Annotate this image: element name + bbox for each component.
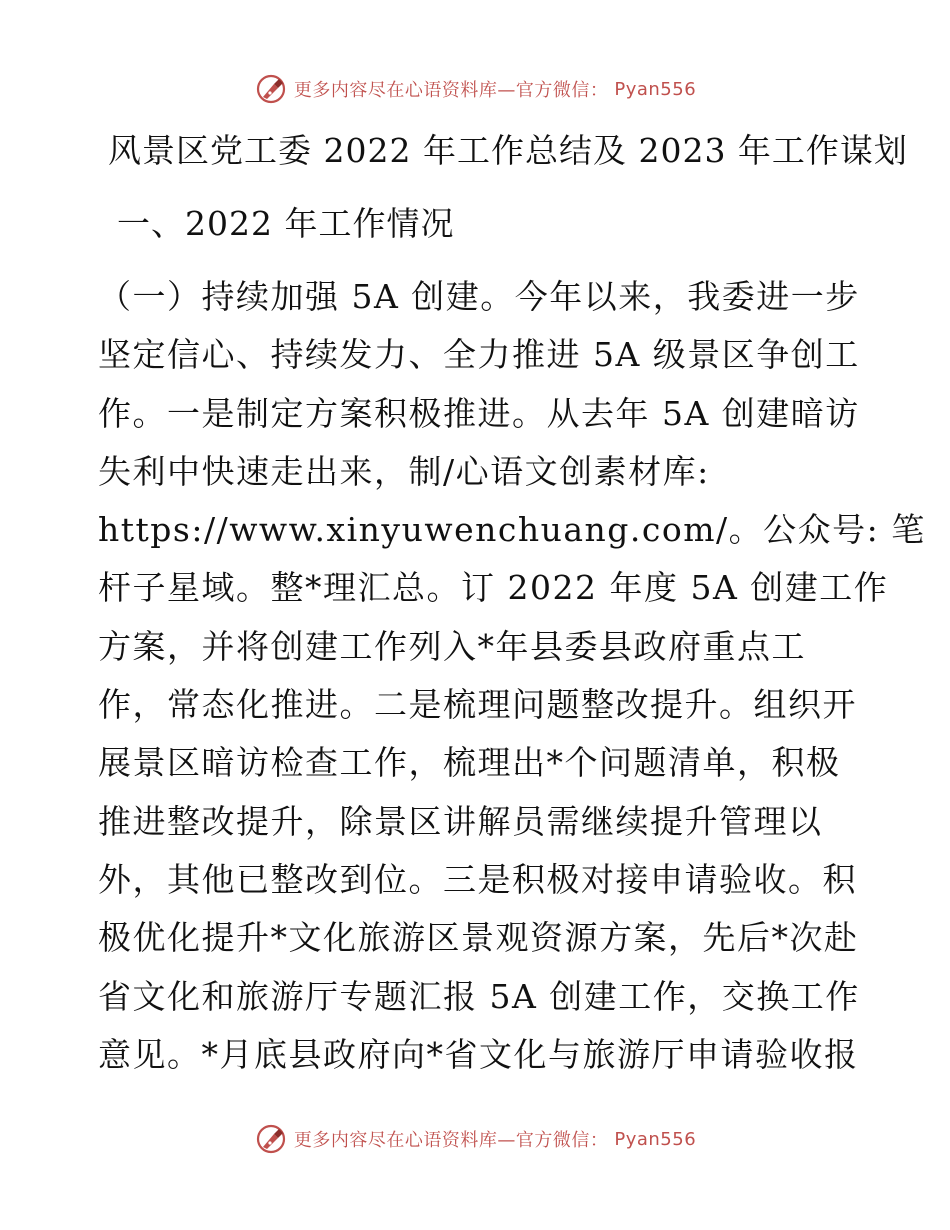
body-line: 外，其他已整改到位。三是积极对接申请验收。积 (98, 859, 857, 899)
header-watermark (0, 72, 950, 106)
body-paragraph (98, 268, 926, 1084)
body-line: 作，常态化推进。二是梳理问题整改提升。组织开 (98, 685, 857, 725)
footer-watermark (0, 1122, 950, 1156)
watermark-text: 更多内容尽在心语资料库—官方微信： (293, 80, 609, 101)
body-line: 省文化和旅游厅专题汇报 5A 创建工作，交换工作 (98, 976, 860, 1016)
section-heading: 一、2022 年工作情况 (117, 204, 455, 243)
watermark-text: 更多内容尽在心语资料库—官方微信： (293, 1130, 609, 1151)
body-line: 极优化提升*文化旅游区景观资源方案，先后*次赴 (98, 918, 859, 958)
body-line: 推进整改提升，除景区讲解员需继续提升管理以 (98, 801, 823, 841)
watermark-account: Pyan556 (614, 1128, 697, 1150)
body-line: 失利中快速走出来，制/心语文创素材库: (98, 451, 710, 491)
body-line: 展景区暗访检查工作，梳理出*个问题清单，积极 (98, 743, 841, 783)
pen-nib-logo-icon (254, 1122, 288, 1156)
body-line: 意见。*月底县政府向*省文化与旅游厅申请验收报 (98, 1034, 859, 1074)
pen-nib-logo-icon (254, 72, 288, 106)
document-title: 风景区党工委 2022 年工作总结及 2023 年工作谋划 (108, 131, 908, 170)
body-line: 作。一是制定方案积极推进。从去年 5A 创建暗访 (98, 393, 860, 433)
body-line: （一）持续加强 5A 创建。今年以来，我委进一步 (98, 277, 860, 316)
body-line: 方案，并将创建工作列入*年县委县政府重点工 (98, 626, 806, 666)
watermark-account: Pyan556 (614, 78, 697, 100)
body-line: https://www.xinyuwenchuang.com/。公众号: 笔 (98, 510, 926, 550)
body-line: 杆子星域。整*理汇总。订 2022 年度 5A 创建工作 (98, 568, 889, 608)
body-line: 坚定信心、持续发力、全力推进 5A 级景区争创工 (98, 335, 860, 375)
